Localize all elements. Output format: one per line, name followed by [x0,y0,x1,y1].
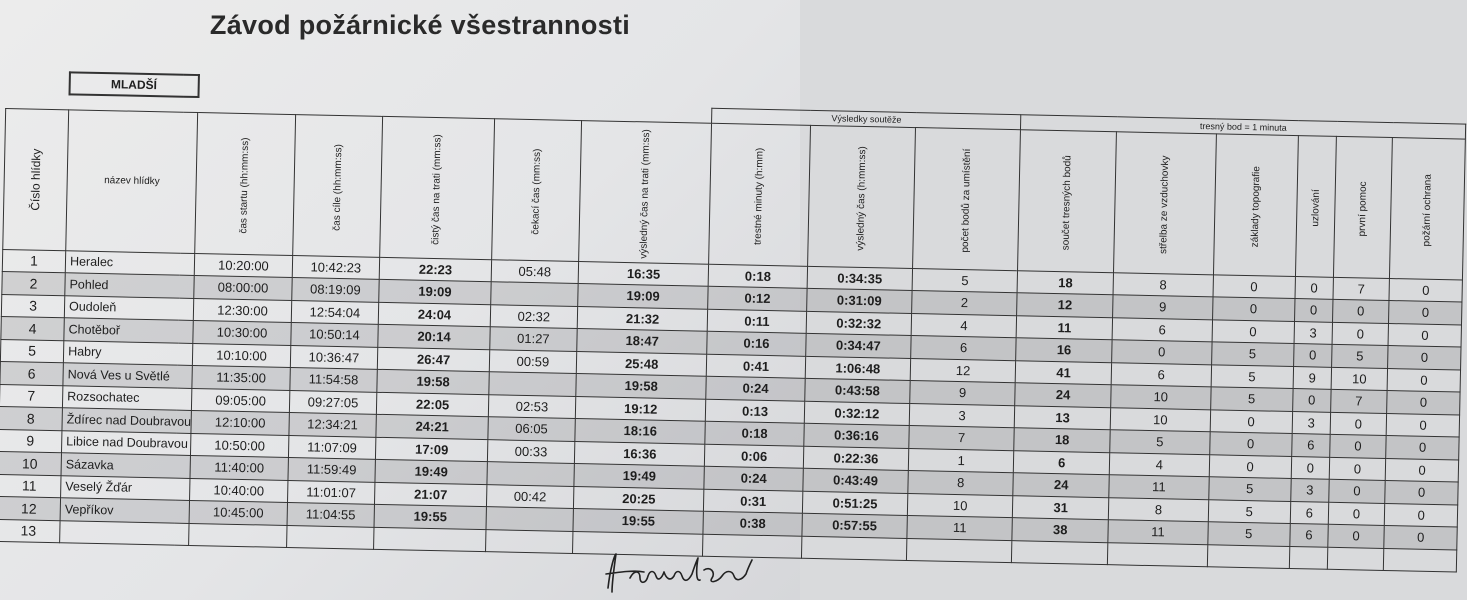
penalty-group-header: tresný bod = 1 minuta [1021,114,1466,138]
shooting-points: 4 [1109,452,1209,477]
first-aid-points: 7 [1333,277,1389,301]
topography-points: 0 [1209,454,1292,478]
topography-points: 5 [1208,499,1291,523]
penalty-minutes: 0:13 [706,399,805,424]
shooting-points: 9 [1113,295,1213,320]
knots-points: 0 [1295,276,1334,299]
row-number: 1 [2,249,65,273]
placement-points: 9 [910,381,1015,406]
placement-points: 3 [909,403,1014,428]
first-aid-points: 10 [1331,367,1387,391]
finish-time [286,525,374,549]
first-aid-points: 0 [1329,457,1385,481]
row-number: 12 [0,496,61,520]
page-title: Závod požárnické všestrannosti [209,10,631,40]
signature [600,548,760,598]
final-time: 0:51:25 [802,491,908,516]
finish-time: 10:42:23 [292,255,380,279]
net-time: 22:23 [379,257,491,282]
final-time: 0:31:09 [806,288,912,313]
knots-points: 6 [1290,523,1329,546]
wait-time [486,507,574,531]
team-name: Rozsochatec [62,385,192,410]
penalty-sum: 16 [1016,338,1113,363]
fire-protection-points: 0 [1384,503,1458,527]
fire-protection-points: 0 [1388,323,1462,347]
track-time: 19:58 [576,374,707,399]
team-name: Sázavka [61,453,191,478]
final-time: 0:34:35 [807,266,913,291]
topography-points: 5 [1211,364,1294,388]
penalty-sum: 12 [1017,293,1114,318]
row-number: 13 [0,519,60,543]
penalty-minutes: 0:16 [707,331,806,356]
row-number: 2 [2,271,65,295]
penalty-sum: 38 [1012,518,1109,543]
header-strelba: střelba ze vzduchovky [1114,131,1216,274]
finish-time: 11:54:58 [289,368,377,392]
finish-time: 10:50:14 [290,323,378,347]
wait-time: 02:32 [490,304,578,328]
shooting-points: 6 [1111,362,1211,387]
header-pozarni: požární ochrana [1389,137,1465,280]
placement-points [907,538,1012,563]
placement-points: 2 [912,291,1017,316]
start-time: 09:05:00 [192,388,290,413]
first-aid-points: 7 [1331,389,1387,413]
net-time [374,527,486,552]
wait-time: 01:27 [490,327,578,351]
header-topografie: základy topografie [1213,133,1298,276]
results-table-wrapper [0,70,1434,559]
header-cisty: čistý čas na trati (mm:ss) [380,116,495,259]
row-number: 6 [0,361,63,385]
net-time: 19:55 [374,504,486,529]
shooting-points: 6 [1112,317,1212,342]
results-table-body [0,249,1463,572]
placement-points: 11 [907,515,1012,540]
header-uzlovani: uzlování [1295,135,1336,277]
shooting-points: 0 [1112,340,1212,365]
header-vysledny-cas: výsledný čas (h:mm:ss) [807,125,915,268]
track-time: 16:36 [574,441,705,466]
knots-points: 3 [1294,321,1333,344]
first-aid-points: 0 [1328,502,1384,526]
team-name: Heralec [65,250,195,275]
net-time: 19:49 [375,459,487,484]
penalty-sum: 24 [1013,473,1110,498]
final-time: 0:22:36 [803,446,909,471]
penalty-minutes: 0:24 [704,466,803,491]
row-number: 3 [1,294,64,318]
topography-points: 5 [1208,477,1291,501]
knots-points: 0 [1291,456,1330,479]
net-time: 21:07 [375,482,487,507]
finish-time: 08:19:09 [291,278,379,302]
start-time: 11:35:00 [192,365,290,390]
track-time: 19:55 [573,508,704,533]
team-name: Nová Ves u Světlé [63,363,193,388]
penalty-sum: 31 [1012,495,1109,520]
finish-time: 12:54:04 [291,300,379,324]
team-name: Ždírec nad Doubravou [62,408,192,433]
penalty-minutes: 0:31 [704,489,803,514]
results-table [0,70,1467,572]
wait-time: 00:33 [487,439,575,463]
fire-protection-points: 0 [1389,301,1463,325]
finish-time: 11:59:49 [288,457,376,481]
team-name [60,520,190,545]
topography-points: 0 [1212,319,1295,343]
fire-protection-points: 0 [1386,435,1460,459]
placement-points: 12 [910,358,1015,383]
fire-protection-points: 0 [1388,346,1462,370]
wait-time [485,529,573,553]
wait-time: 00:59 [489,349,577,373]
shooting-points: 5 [1110,430,1210,455]
track-time: 18:47 [577,329,708,354]
net-time: 17:09 [376,437,488,462]
final-time: 0:43:49 [803,468,909,493]
net-time: 26:47 [378,347,490,372]
final-time: 1:06:48 [805,356,911,381]
row-number: 8 [0,406,62,430]
penalty-sum: 18 [1014,428,1111,453]
track-time: 19:12 [575,396,706,421]
penalty-minutes: 0:11 [708,309,807,334]
first-aid-points: 0 [1330,412,1386,436]
shooting-points: 10 [1110,407,1210,432]
net-time: 22:05 [377,392,489,417]
fire-protection-points [1383,548,1457,572]
track-time: 19:49 [574,463,705,488]
final-time: 0:36:16 [803,423,909,448]
header-start: čas startu (hh:mm:ss) [195,112,295,255]
start-time: 10:40:00 [190,478,288,503]
header-cil: čas cíle (hh:mm:ss) [292,114,383,257]
header-poradi: počet bodů za umístění [913,127,1021,270]
header-pomoc: první pomoc [1333,136,1392,278]
topography-points: 5 [1211,342,1294,366]
placement-points: 4 [911,313,1016,338]
start-time: 10:30:00 [193,320,291,345]
knots-points: 3 [1291,479,1330,502]
team-name: Vepříkov [60,498,190,523]
track-time: 19:09 [578,284,709,309]
knots-points: 0 [1294,299,1333,322]
results-group-header: Výsledky soutěže [712,108,1021,129]
team-name: Veselý Žďár [61,475,191,500]
finish-time: 11:01:07 [287,480,375,504]
start-time: 10:10:00 [193,343,291,368]
track-time: 20:25 [573,486,704,511]
fire-protection-points: 0 [1386,413,1460,437]
placement-points: 6 [911,336,1016,361]
team-name: Pohled [65,273,195,298]
topography-points: 0 [1212,297,1295,321]
final-time: 0:32:12 [804,401,910,426]
start-time: 10:50:00 [191,433,289,458]
knots-points: 6 [1290,501,1329,524]
penalty-minutes: 0:06 [705,444,804,469]
shooting-points [1108,542,1208,567]
knots-points: 9 [1293,366,1332,389]
team-name: Libice nad Doubravou [62,430,192,455]
header-vysledny-trat: výsledný čas na trati (mm:ss) [579,120,712,264]
knots-points: 3 [1292,411,1331,434]
topography-points: 0 [1213,274,1296,298]
finish-time: 10:36:47 [290,345,378,369]
penalty-sum: 11 [1016,315,1113,340]
header-nazev: název hlídky [66,109,198,253]
shooting-points: 8 [1113,272,1213,297]
wait-time [487,462,575,486]
placement-points: 8 [908,470,1013,495]
first-aid-points: 0 [1333,299,1389,323]
topography-points: 0 [1210,409,1293,433]
penalty-sum [1012,540,1109,565]
placement-points: 5 [912,268,1017,293]
header-cislo: Číslo hlídky [3,108,69,250]
row-number: 7 [0,384,63,408]
penalty-sum: 41 [1015,360,1112,385]
track-time: 18:16 [575,418,706,443]
placement-points: 7 [909,425,1014,450]
knots-points: 6 [1291,434,1330,457]
start-time [189,523,287,548]
topography-points: 5 [1210,387,1293,411]
finish-time: 12:34:21 [288,413,376,437]
wait-time: 05:48 [491,259,579,283]
category-label: MLADŠÍ [69,72,199,97]
first-aid-points: 0 [1328,524,1384,548]
topography-points: 5 [1207,522,1290,546]
topography-points [1207,544,1290,568]
finish-time: 09:27:05 [289,390,377,414]
penalty-sum: 18 [1017,270,1114,295]
penalty-minutes: 0:38 [703,511,802,536]
shooting-points: 10 [1111,385,1211,410]
first-aid-points: 5 [1332,344,1388,368]
first-aid-points [1327,547,1383,571]
wait-time [489,372,577,396]
header-trestne-minuty: trestné minuty (h:mm) [709,123,810,266]
first-aid-points: 0 [1330,434,1386,458]
knots-points: 0 [1292,389,1331,412]
penalty-minutes: 0:18 [705,421,804,446]
fire-protection-points: 0 [1387,390,1461,414]
row-number: 11 [0,474,61,498]
track-time: 16:35 [578,261,709,286]
team-name: Oudoleň [64,295,194,320]
wait-time: 06:05 [488,417,576,441]
final-time: 0:57:55 [802,513,908,538]
knots-points [1289,546,1328,569]
finish-time: 11:07:09 [288,435,376,459]
track-time: 25:48 [576,351,707,376]
header-cekaci: čekací čas (mm:ss) [491,118,581,261]
fire-protection-points: 0 [1389,278,1463,302]
final-time: 0:34:47 [805,333,911,358]
penalty-minutes: 0:41 [707,354,806,379]
team-name: Habry [63,340,193,365]
row-number: 9 [0,429,62,453]
penalty-sum: 24 [1015,383,1112,408]
net-time: 19:09 [379,279,491,304]
placement-points: 1 [908,448,1013,473]
row-number: 5 [0,339,63,363]
net-time: 19:58 [377,369,489,394]
placement-points: 10 [908,493,1013,518]
final-time: 0:32:32 [806,311,912,336]
wait-time: 02:53 [488,394,576,418]
net-time: 24:04 [379,302,491,327]
penalty-sum: 6 [1013,450,1110,475]
penalty-minutes: 0:12 [708,286,807,311]
net-time: 24:21 [376,414,488,439]
start-time: 12:10:00 [191,410,289,435]
penalty-minutes: 0:18 [709,264,808,289]
shooting-points: 11 [1108,520,1208,545]
row-number: 10 [0,451,62,475]
net-time: 20:14 [378,324,490,349]
fire-protection-points: 0 [1385,458,1459,482]
penalty-sum: 13 [1014,405,1111,430]
start-time: 12:30:00 [194,298,292,323]
wait-time: 00:42 [486,484,574,508]
finish-time: 11:04:55 [287,502,375,526]
first-aid-points: 0 [1332,322,1388,346]
start-time: 11:40:00 [190,455,288,480]
start-time: 10:20:00 [195,253,293,278]
fire-protection-points: 0 [1387,368,1461,392]
header-soucet: součet tresných bodů [1018,129,1117,272]
final-time [801,536,907,561]
final-time: 0:43:58 [804,378,910,403]
first-aid-points: 0 [1329,479,1385,503]
row-number: 4 [1,316,64,340]
fire-protection-points: 0 [1384,525,1458,549]
start-time: 10:45:00 [189,500,287,525]
shooting-points: 8 [1109,497,1209,522]
track-time: 21:32 [577,306,708,331]
wait-time [491,282,579,306]
fire-protection-points: 0 [1385,480,1459,504]
knots-points: 0 [1293,344,1332,367]
team-name: Chotěboř [64,318,194,343]
shooting-points: 11 [1109,475,1209,500]
penalty-minutes: 0:24 [706,376,805,401]
topography-points: 0 [1209,432,1292,456]
start-time: 08:00:00 [194,275,292,300]
